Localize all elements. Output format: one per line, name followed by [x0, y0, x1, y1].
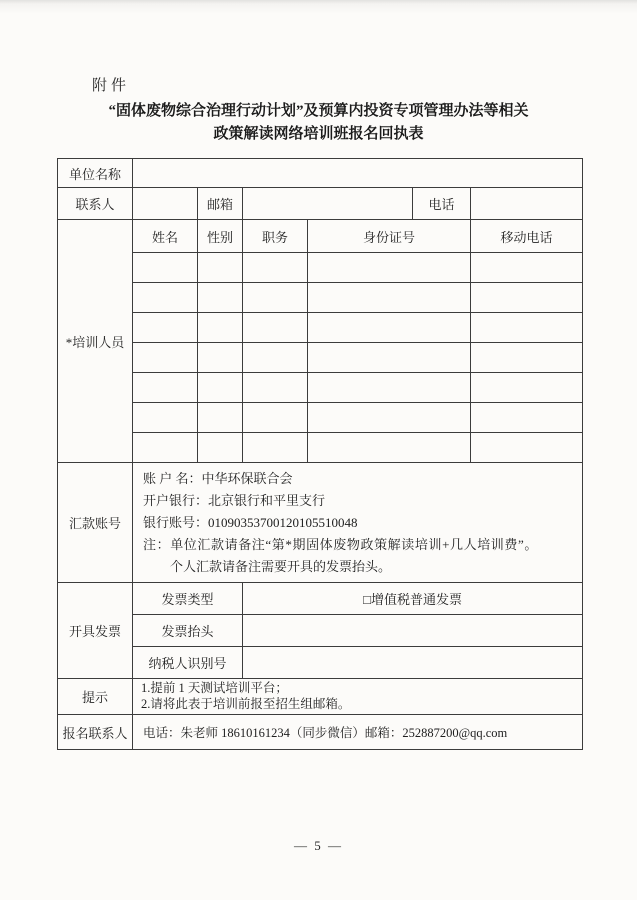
- unit-name-value-cell: [133, 159, 583, 188]
- trainee-empty-row: [58, 403, 583, 433]
- trainee-empty-cell: [471, 343, 583, 373]
- trainee-empty-cell: [308, 373, 471, 403]
- tips-line-1: 1.提前 1 天测试培训平台；: [141, 681, 288, 695]
- trainee-empty-row: [58, 253, 583, 283]
- title-line-2: 政策解读网络培训班报名回执表: [213, 126, 424, 142]
- trainee-col-position: 职务: [243, 220, 308, 253]
- trainee-empty-cell: [133, 343, 198, 373]
- trainee-empty-cell: [308, 313, 471, 343]
- document-title: [0, 100, 637, 146]
- tips-row: [58, 679, 583, 715]
- trainees-label: *培训人员: [58, 220, 133, 463]
- trainee-empty-cell: [471, 313, 583, 343]
- unit-name-label: 单位名称: [58, 159, 133, 188]
- registration-contact-row: [58, 715, 583, 750]
- trainee-empty-cell: [243, 403, 308, 433]
- email-label: 邮箱: [198, 188, 243, 220]
- trainee-empty-cell: [471, 253, 583, 283]
- remittance-label: 汇款账号: [58, 463, 133, 583]
- trainee-empty-cell: [198, 313, 243, 343]
- trainee-empty-cell: [133, 433, 198, 463]
- registration-contact-value: 电话：朱老师 18610161234（同步微信）邮箱：252887200@qq.com: [133, 715, 583, 750]
- remittance-note-line1: 注：单位汇款请备注“第*期固体废物政策解读培训+几人培训费”。: [143, 536, 538, 552]
- invoice-type-row: [58, 583, 583, 615]
- trainee-empty-cell: [198, 253, 243, 283]
- invoice-title-value-cell: [243, 615, 583, 647]
- trainee-empty-cell: [471, 373, 583, 403]
- contact-value-cell: [133, 188, 198, 220]
- trainee-empty-row: [58, 433, 583, 463]
- trainee-col-id-number: 身份证号: [308, 220, 471, 253]
- title-line-1: “固体废物综合治理行动计划”及预算内投资专项管理办法等相关: [108, 103, 529, 119]
- remittance-note-line2: 个人汇款请备注需要开具的发票抬头。: [170, 558, 392, 574]
- invoice-type-value: □增值税普通发票: [243, 583, 583, 615]
- remittance-content-cell: [133, 463, 583, 583]
- trainee-empty-cell: [133, 253, 198, 283]
- remittance-bank: 开户银行：北京银行和平里支行: [143, 492, 326, 508]
- trainee-col-gender: 性别: [198, 220, 243, 253]
- invoice-title-label: 发票抬头: [133, 615, 243, 647]
- trainee-empty-cell: [198, 433, 243, 463]
- trainee-empty-cell: [133, 373, 198, 403]
- trainee-empty-cell: [133, 403, 198, 433]
- email-value-cell: [243, 188, 413, 220]
- taxpayer-id-label: 纳税人识别号: [133, 647, 243, 679]
- trainee-empty-cell: [133, 283, 198, 313]
- trainee-empty-cell: [308, 433, 471, 463]
- invoice-type-label: 发票类型: [133, 583, 243, 615]
- trainee-empty-cell: [198, 343, 243, 373]
- phone-value-cell: [471, 188, 583, 220]
- taxpayer-id-row: [58, 647, 583, 679]
- trainee-empty-cell: [471, 403, 583, 433]
- trainee-empty-row: [58, 313, 583, 343]
- trainee-empty-cell: [308, 283, 471, 313]
- attachment-label: 附件: [92, 78, 131, 94]
- remittance-row: [58, 463, 583, 583]
- trainee-empty-row: [58, 373, 583, 403]
- unit-name-row: [58, 159, 583, 188]
- invoice-section-label: 开具发票: [58, 583, 133, 679]
- phone-label: 电话: [413, 188, 471, 220]
- trainee-empty-cell: [471, 283, 583, 313]
- trainee-empty-row: [58, 343, 583, 373]
- trainee-empty-cell: [243, 283, 308, 313]
- trainee-empty-cell: [308, 343, 471, 373]
- trainee-empty-cell: [243, 343, 308, 373]
- tips-label: 提示: [58, 679, 133, 715]
- trainee-empty-cell: [243, 433, 308, 463]
- remittance-account-name: 账 户 名：中华环保联合会: [143, 470, 293, 486]
- registration-form-table: [57, 158, 583, 750]
- taxpayer-id-value-cell: [243, 647, 583, 679]
- invoice-title-row: [58, 615, 583, 647]
- registration-contact-label: 报名联系人: [58, 715, 133, 750]
- trainee-empty-cell: [198, 283, 243, 313]
- contact-label: 联系人: [58, 188, 133, 220]
- trainee-empty-cell: [243, 253, 308, 283]
- trainee-empty-cell: [198, 403, 243, 433]
- trainee-empty-cell: [243, 313, 308, 343]
- trainee-empty-cell: [198, 373, 243, 403]
- trainee-col-mobile: 移动电话: [471, 220, 583, 253]
- remittance-account-number: 银行账号：01090353700120105510048: [143, 514, 358, 530]
- trainee-empty-row: [58, 283, 583, 313]
- contact-row: [58, 188, 583, 220]
- tips-line-2: 2.请将此表于培训前报至招生组邮箱。: [141, 696, 351, 711]
- trainee-col-name: 姓名: [133, 220, 198, 253]
- trainee-empty-cell: [308, 403, 471, 433]
- page-number: — 5 —: [294, 838, 343, 853]
- trainee-empty-cell: [308, 253, 471, 283]
- trainee-empty-cell: [243, 373, 308, 403]
- trainee-empty-cell: [133, 313, 198, 343]
- tips-content-cell: [133, 679, 583, 715]
- trainee-empty-cell: [471, 433, 583, 463]
- trainee-header-row: [58, 220, 583, 253]
